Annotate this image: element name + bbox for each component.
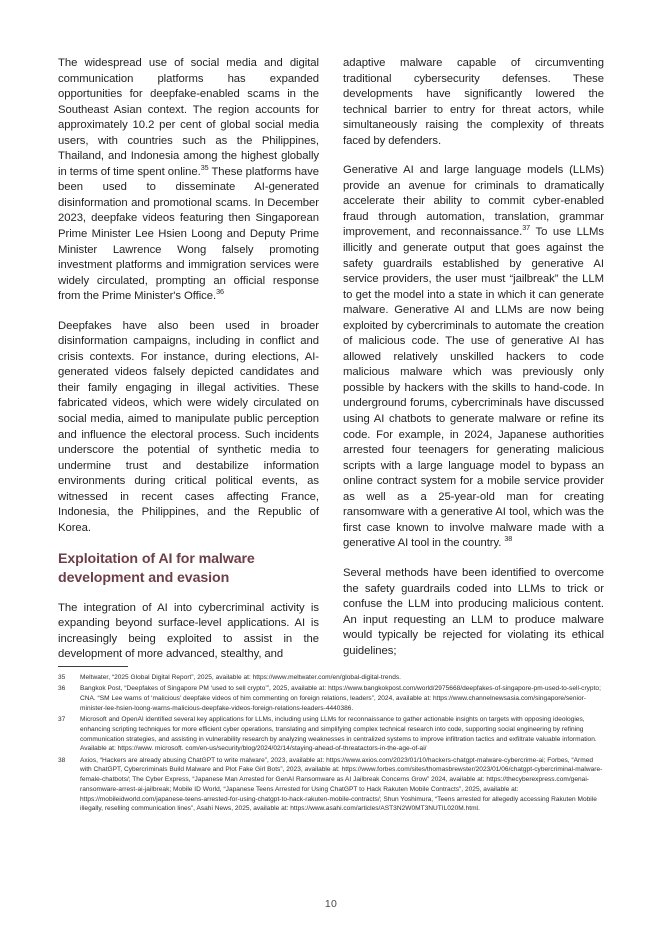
paragraph-social-media-deepfake-scams (58, 56, 319, 305)
footnote-entry (58, 756, 604, 815)
footnote-separator-rule (58, 666, 128, 667)
paragraph-text-continued: To use LLMs illicitly and generate output that goes against the safety guardrails established by generative AI service providers, the user must “jailbreak” the LLM to get the model into a state in which it can generate malware. Generative AI and LLMs are now being exploited by cybercriminals to automate the creation of malicious code. The use of generative AI has allowed relatively unskilled hackers to code malicious malware which was previously only possible by hackers with the skills to hand-code. In underground forums, cybercriminals have discussed using AI chatbots to generate malware or refine its code. For example, in 2024, Japanese authorities arrested four teenagers for generating malicious scripts with a large language model to bypass an online contract system for a mobile service provider as well as a 25-year-old man for creating ransomware with a generative AI tool, which was the first case known to involve malware made with a generative AI tool in the country. (343, 226, 604, 550)
paragraph-methods-overcome-guardrails: Several methods have been identified to overcome the safety guardrails coded into LLMs to trick or confuse the LLM into producing malicious content. An input requesting an LLM to produce malware would typically be rejected for violating its ethical guidelines; (343, 566, 604, 657)
footnote-text: Axios, “Hackers are already abusing ChatGPT to write malware”, 2023, available at: https://www.axios.com/2023/01/10/hackers-chatgpt-malware-cybercrime-ai; Forbes, “Armed with ChatGPT, Cybercriminals Build Malware and Plot Fake Girl Bots”, 2023, available at: https://www.forbes.com/sites/thomasbrewster/2023/01/06/chatgpt-cybercriminal-malware-female-chatbots/; The Cyber Express, “Japanese Man Arrested for GenAI Ransomware as AI Jailbreak Concerns Grow” 2024, available at: https://thecyberexpress.com/genai-ransomware-arrest-ai-jailbreak; Mobile ID World, “Japanese Teens Arrested for Using ChatGPT to Hack Rakuten Mobile Contracts”, 2025, available at: https://mobileidworld.com/japanese-teens-arrested-for-using-chatgpt-to-hack-rakuten-mobile-contracts/; Shun Yoshimura, “Teens arrested for allegedly accessing Rakuten Mobile illegally, reselling communication lines”, Asahi News, 2025, available at: https://www.asahi.com/articles/AST3N2W0MT3NUTIL020M.html. (80, 756, 603, 813)
footnote-reference-37: 37 (522, 223, 531, 233)
paragraph-text-continued: These platforms have been used to disseminate AI-generated disinformation and promotional scams. In December 2023, deepfake videos featuring then Singaporean Prime Minister Lee Hsien Loong and Deputy Prime Minister Lawrence Wong falsely promoting investment platforms and immigration services were widely circulated, prompting an official response from the Prime Minister's Office. (58, 165, 319, 303)
section-heading-exploitation-of-ai: Exploitation of AI for malware development and evasion (58, 551, 255, 586)
footnote-text: Bangkok Post, “Deepfakes of Singapore PM ‘used to sell crypto’”, 2025, available at: https://www.bangkokpost.com/world/2975668/deepfakes-of-singapore-pm-used-to-sell-crypto; CNA. “SM Lee warns of ‘malicious’ deepfake videos of him commenting on foreign relations, leaders”, 2024, available at: https://www.channelnewsasia.com/singapore/senior-minister-lee-hsien-loong-warns-malicious-deepfake-videos-foreign-relations-leaders-4440386. (80, 685, 601, 712)
footnote-entry (58, 715, 604, 754)
footnote-number: 37 (58, 716, 66, 723)
paragraph-generative-ai-llms-jailbreak (343, 163, 604, 552)
footnotes-section (58, 666, 604, 816)
footnote-number: 38 (58, 756, 66, 764)
paragraph-text: Generative AI and large language models (LLMs) provide an avenue for criminals to dramatically accelerate their ability to commit cyber-enabled fraud through automation, translation, grammar improvement, and reconnaissance. (343, 164, 604, 239)
footnote-text: Meltwater, “2025 Global Digital Report”, 2025, available at: https://www.meltwater.com/en/global-digital-trends. (80, 674, 402, 681)
paragraph-deepfakes-disinformation-elections: Deepfakes have also been used in broader disinformation campaigns, including in conflict and crisis contexts. For instance, during elections, AI-generated videos falsely depicted candidates and their family engaging in illegal activities. These fabricated videos, which were widely circulated on social media, aimed to manipulate public perception and influence the electoral process. Such incidents underscore the potential of synthetic media to undermine trust and destabilize information environments during critical political events, as witnessed in recent cases affecting France, Indonesia, the Philippines, and the Republic of Korea. (58, 319, 319, 534)
page-number: 10 (324, 898, 338, 910)
paragraph-text: The widespread use of social media and digital communication platforms has expanded opportunities for deepfake-enabled scams in the Southeast Asian context. The region accounts for approximately 10.2 per cent of global social media users, with countries such as the Philippines, Thailand, and Indonesia among the highest globally in terms of time spent online. (58, 57, 319, 178)
two-column-body (58, 56, 604, 661)
footnote-entry (58, 684, 604, 713)
footnote-reference-36: 36 (216, 287, 224, 297)
footnote-text: Microsoft and OpenAI identified several key applications for LLMs, including using LLMs for reconnaissance to gather actionable insights on targets with opposing ideologies, enhancing scripting techniques for more efficient cyber operations, translating and simplifying complex technical research into code, supporting social engineering by refining communication strategies, and assisting in vulnerability research by analyzing weaknesses in centralized systems to improve infiltration tactics and exfiltrate valuable information. Available at: https://www. microsoft. com/en-us/security/blog/2024/02/14/staying-ahead-of-threatactors-in-the-age-of-ai/ (80, 716, 597, 753)
right-column (343, 56, 604, 657)
footnote-reference-35: 35 (200, 163, 209, 173)
footnote-reference-38: 38 (504, 534, 513, 544)
footnote-number: 35 (58, 674, 66, 681)
footnote-number: 36 (58, 685, 66, 693)
paragraph-ai-integration-cybercriminal: The integration of AI into cybercriminal activity is expanding beyond surface-level applications. AI is increasingly being exploited to assist in the development of more advanced, stealthy, and (58, 601, 319, 661)
paragraph-adaptive-malware-continued: adaptive malware capable of circumventing traditional cybersecurity defenses. These developments have significantly lowered the technical barrier to entry for threat actors, while simultaneously raising the complexity of threats faced by defenders. (343, 57, 604, 147)
footnote-entry (58, 673, 604, 683)
left-column (58, 56, 319, 661)
